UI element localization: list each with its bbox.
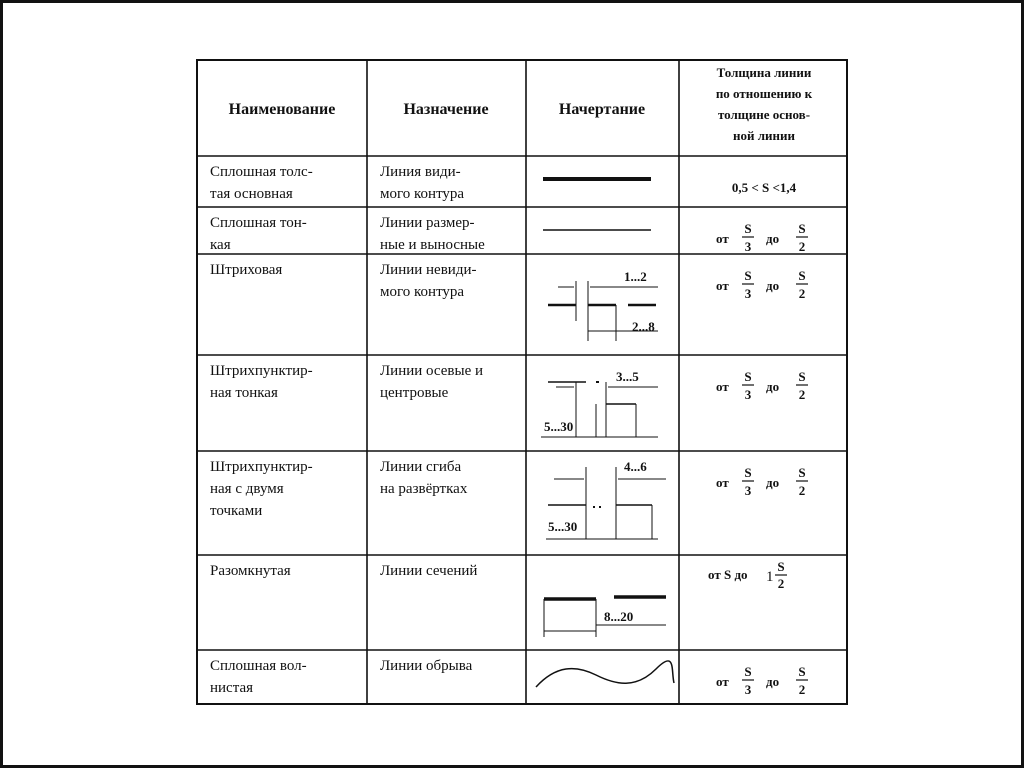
line-types-table — [196, 59, 848, 705]
thickness-to: до — [766, 231, 780, 246]
dim-dash-length: 2...8 — [632, 319, 655, 334]
row-purpose-line: Линии осевые и — [380, 363, 484, 379]
fraction-numerator: S — [798, 221, 806, 236]
fraction-denominator: 3 — [744, 286, 752, 301]
fraction-numerator: S — [798, 664, 806, 679]
row-purpose-line: мого контура — [380, 186, 465, 202]
fraction-denominator: 2 — [798, 387, 806, 402]
fraction-numerator: S — [744, 664, 752, 679]
header-thickness-line: по отношению к — [715, 86, 813, 101]
fraction-denominator: 3 — [744, 682, 752, 697]
fraction-denominator: 2 — [798, 682, 806, 697]
fraction-numerator: S — [798, 268, 806, 283]
row-name-line: Штриховая — [210, 262, 283, 278]
fraction-denominator: 2 — [777, 576, 785, 591]
row-purpose-line: Линии обрыва — [380, 658, 473, 674]
name-column — [210, 164, 313, 696]
fraction-numerator: S — [744, 465, 752, 480]
thickness-cell — [716, 465, 808, 498]
row-purpose-line: на развёртках — [380, 481, 468, 497]
thickness-to: до — [766, 674, 780, 689]
header-drawing: Начертание — [558, 101, 646, 118]
mixed-whole: 1 — [766, 569, 774, 585]
header-thickness-line: ной линии — [733, 128, 795, 143]
fraction-denominator: 3 — [744, 483, 752, 498]
thickness-cell — [716, 221, 808, 254]
thickness-cell — [716, 369, 808, 402]
header-thickness — [716, 65, 813, 143]
fraction-denominator: 2 — [798, 239, 806, 254]
fraction-numerator: S — [744, 369, 752, 384]
thickness-from: от — [716, 379, 729, 394]
thickness-cell — [716, 664, 808, 697]
thickness-to: до — [766, 379, 780, 394]
row-name-line: Сплошная вол- — [210, 658, 307, 674]
thickness-from: от — [716, 231, 729, 246]
dim-open-length: 8...20 — [604, 609, 634, 624]
row-name-line: Штрихпунктир- — [210, 363, 313, 379]
thickness-cell — [708, 559, 787, 591]
thickness-cell — [716, 268, 808, 301]
header-name: Наименование — [228, 101, 336, 118]
fraction-numerator: S — [744, 221, 752, 236]
row-name-line: нистая — [210, 680, 254, 696]
row-name-line: Сплошная тон- — [210, 215, 307, 231]
thickness-to: до — [766, 475, 780, 490]
row-name-line: Сплошная толс- — [210, 164, 313, 180]
dim-twodot-length: 5...30 — [548, 519, 578, 534]
header-thickness-line: Толщина линии — [716, 65, 812, 80]
row-purpose-line: Линия види- — [380, 164, 461, 180]
row-purpose-line: мого контура — [380, 284, 465, 300]
fraction-numerator: S — [744, 268, 752, 283]
fraction-denominator: 2 — [798, 483, 806, 498]
thickness-from: от — [716, 278, 729, 293]
header-thickness-line: толщине основ- — [717, 107, 811, 122]
fraction-numerator: S — [798, 465, 806, 480]
row-purpose-line: Линии сгиба — [380, 459, 462, 475]
row-name-line: ная с двумя — [210, 481, 284, 497]
table-svg — [196, 59, 848, 705]
row-name-line: тая основная — [210, 186, 293, 202]
row-purpose-line: Линии размер- — [380, 215, 475, 231]
row-name-line: кая — [210, 237, 231, 253]
purpose-column — [380, 164, 485, 674]
row-purpose-line: Линии сечений — [380, 563, 478, 579]
dim-dash-gap: 1...2 — [624, 269, 647, 284]
thickness-prefix: от S до — [708, 567, 748, 582]
row-name-line: точками — [210, 503, 263, 519]
header-purpose: Назначение — [403, 101, 489, 118]
row-purpose-line: ные и выносные — [380, 237, 485, 253]
thickness-column — [708, 180, 808, 697]
row-name-line: Разомкнутая — [210, 563, 291, 579]
fraction-numerator: S — [777, 559, 785, 574]
row-purpose-line: Линии невиди- — [380, 262, 477, 278]
thickness-from: от — [716, 475, 729, 490]
row-name-line: ная тонкая — [210, 385, 278, 401]
dim-twodot-gap: 4...6 — [624, 459, 647, 474]
dim-dashdot-length: 5...30 — [544, 419, 574, 434]
fraction-denominator: 2 — [798, 286, 806, 301]
row-purpose-line: центровые — [380, 385, 449, 401]
fraction-numerator: S — [798, 369, 806, 384]
drawing-wavy-line — [536, 661, 674, 687]
thickness-to: до — [766, 278, 780, 293]
dim-dashdot-gap: 3...5 — [616, 369, 639, 384]
fraction-denominator: 3 — [744, 239, 752, 254]
fraction-denominator: 3 — [744, 387, 752, 402]
thickness-from: от — [716, 674, 729, 689]
thickness-value: 0,5 < S <1,4 — [731, 180, 797, 195]
thickness-cell — [732, 180, 797, 195]
row-name-line: Штрихпунктир- — [210, 459, 313, 475]
